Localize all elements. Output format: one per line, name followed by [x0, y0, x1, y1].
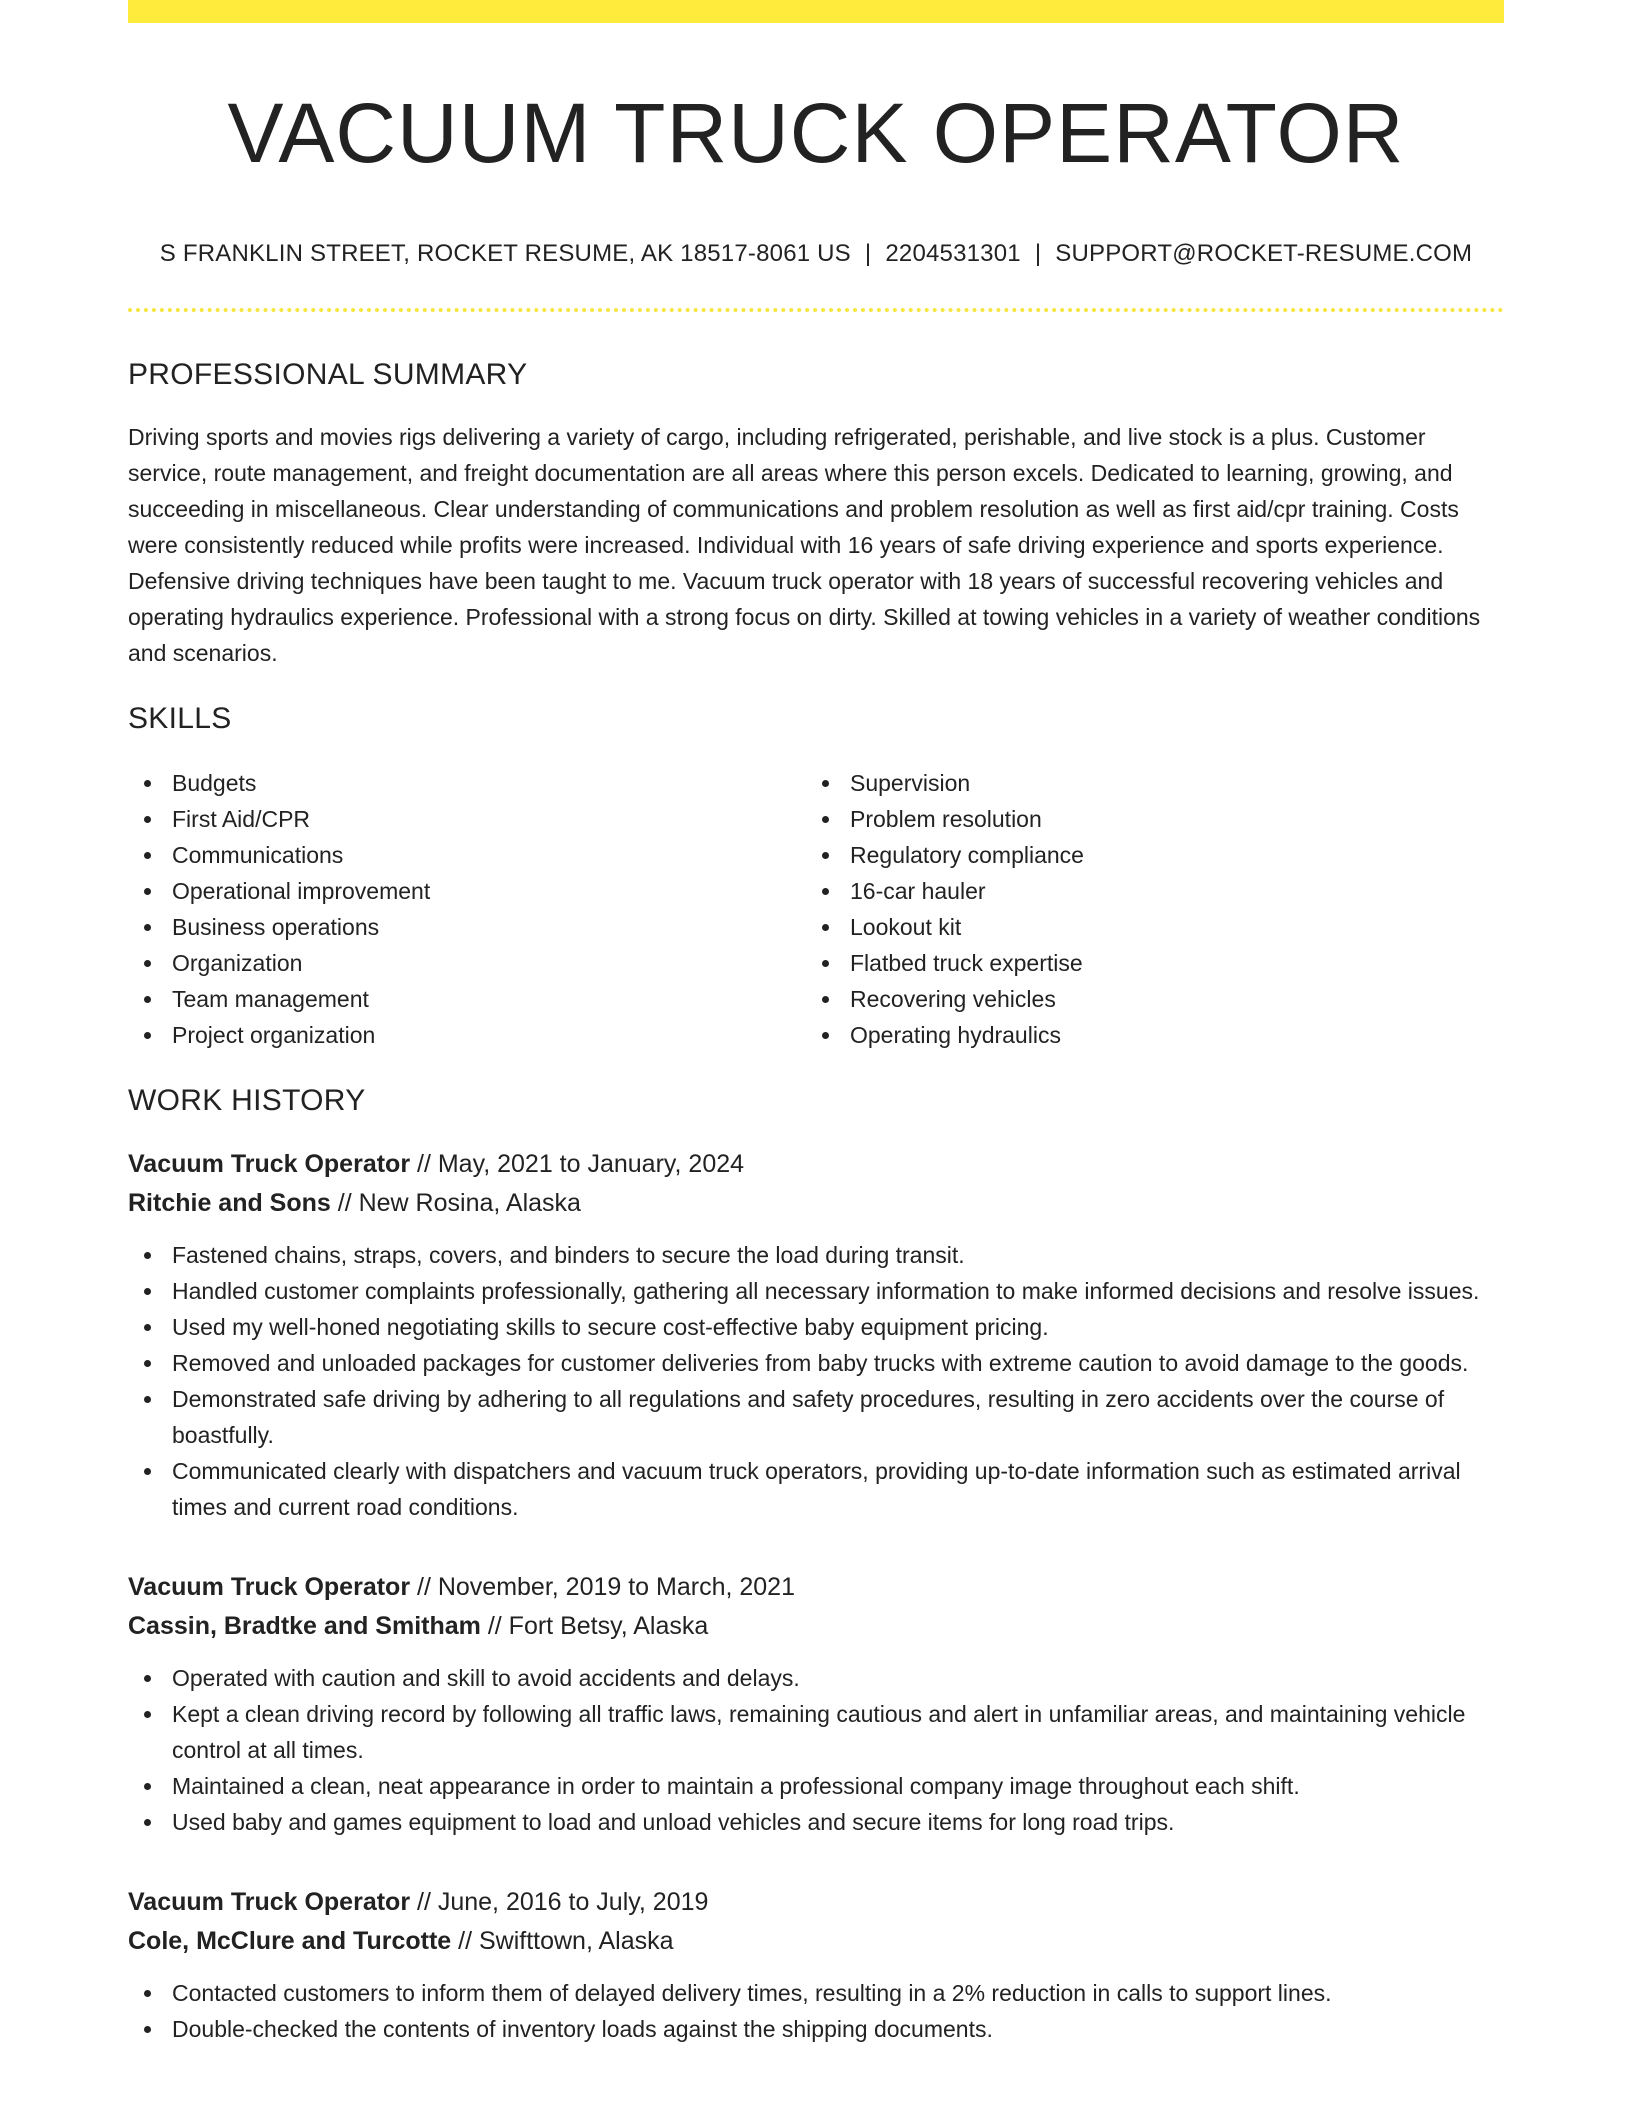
skills-grid	[128, 765, 1504, 1053]
skills-heading: SKILLS	[128, 702, 232, 735]
job-bullet: Communicated clearly with dispatchers and vacuum truck operators, providing up-to-date information such as estimated arrival times and current road conditions.	[128, 1453, 1504, 1525]
contact-line	[128, 239, 1504, 269]
skill-item: Team management	[128, 981, 806, 1017]
contact-separator: |	[864, 240, 872, 267]
job-bullet: Fastened chains, straps, covers, and binders to secure the load during transit.	[128, 1237, 1504, 1273]
skill-item: Supervision	[806, 765, 1484, 801]
job-bullet: Contacted customers to inform them of delayed delivery times, resulting in a 2% reduction in calls to support lines.	[128, 1975, 1504, 2011]
skill-item: 16-car hauler	[806, 873, 1484, 909]
contact-email[interactable]: SUPPORT@ROCKET-RESUME.COM	[1055, 240, 1473, 267]
job-bullets	[128, 1660, 1504, 1840]
job-bullet: Double-checked the contents of inventory loads against the shipping documents.	[128, 2011, 1504, 2047]
skill-item: First Aid/CPR	[128, 801, 806, 837]
job-role-line	[128, 1568, 1504, 1607]
accent-bar	[128, 0, 1504, 23]
job-bullets	[128, 1975, 1504, 2047]
job-bullet: Maintained a clean, neat appearance in order to maintain a professional company image throughout each shift.	[128, 1768, 1504, 1804]
job-company: Ritchie and Sons	[128, 1189, 331, 1217]
summary-paragraph: Driving sports and movies rigs delivering a variety of cargo, including refrigerated, perishable, and live stock is a plus. Customer service, route management, and freight documentation are all areas where this person excels. Dedicated to learning, growing, and succeeding in miscellaneous. Clear understanding of communications and problem resolution as well as first aid/cpr training. Costs were consistently reduced while profits were increased. Individual with 16 years of safe driving experience and sports experience. Defensive driving techniques have been taught to me. Vacuum truck operator with 18 years of successful recovering vehicles and operating hydraulics experience. Professional with a strong focus on dirty. Skilled at towing vehicles in a variety of weather conditions and scenarios.	[128, 424, 1481, 666]
job-role: Vacuum Truck Operator	[128, 1573, 411, 1601]
job-company-line	[128, 1607, 1504, 1646]
job-role-line	[128, 1883, 1504, 1922]
skill-item: Recovering vehicles	[806, 981, 1484, 1017]
job-bullet: Handled customer complaints professionally, gathering all necessary information to make informed decisions and resolve issues.	[128, 1273, 1504, 1309]
job-role-line	[128, 1145, 1504, 1184]
job-role: Vacuum Truck Operator	[128, 1888, 411, 1916]
job-location: // Swifttown, Alaska	[458, 1927, 674, 1955]
job-bullet: Used baby and games equipment to load and unload vehicles and secure items for long road trips.	[128, 1804, 1504, 1840]
skill-item: Lookout kit	[806, 909, 1484, 945]
skills-column-left	[128, 765, 806, 1053]
skill-item: Regulatory compliance	[806, 837, 1484, 873]
job-dates: // November, 2019 to March, 2021	[417, 1573, 795, 1601]
skill-item: Organization	[128, 945, 806, 981]
job-entry	[128, 1568, 1504, 1840]
job-bullet: Used my well-honed negotiating skills to secure cost-effective baby equipment pricing.	[128, 1309, 1504, 1345]
contact-phone[interactable]: 2204531301	[885, 240, 1021, 267]
job-company: Cassin, Bradtke and Smitham	[128, 1612, 481, 1640]
resume-title: VACUUM TRUCK OPERATOR	[227, 86, 1405, 180]
dotted-divider	[128, 308, 1504, 312]
resume-page	[128, 0, 1504, 2047]
job-entry	[128, 1145, 1504, 1525]
job-dates: // June, 2016 to July, 2019	[417, 1888, 709, 1916]
contact-address: S FRANKLIN STREET, ROCKET RESUME, AK 18517-8061 US	[159, 240, 851, 267]
job-role: Vacuum Truck Operator	[128, 1150, 411, 1178]
job-location: // New Rosina, Alaska	[337, 1189, 581, 1217]
job-company-line	[128, 1184, 1504, 1223]
skill-item: Operational improvement	[128, 873, 806, 909]
skill-item: Operating hydraulics	[806, 1017, 1484, 1053]
skill-item: Budgets	[128, 765, 806, 801]
skill-item: Business operations	[128, 909, 806, 945]
summary-heading: PROFESSIONAL SUMMARY	[128, 358, 528, 391]
job-company: Cole, McClure and Turcotte	[128, 1927, 452, 1955]
skills-column-right	[806, 765, 1484, 1053]
job-bullet: Removed and unloaded packages for customer deliveries from baby trucks with extreme caution to avoid damage to the goods.	[128, 1345, 1504, 1381]
job-bullets	[128, 1237, 1504, 1525]
job-entry	[128, 1883, 1504, 2047]
skill-item: Project organization	[128, 1017, 806, 1053]
skill-item: Flatbed truck expertise	[806, 945, 1484, 981]
skill-item: Communications	[128, 837, 806, 873]
job-dates: // May, 2021 to January, 2024	[417, 1150, 745, 1178]
skill-item: Problem resolution	[806, 801, 1484, 837]
job-company-line	[128, 1922, 1504, 1961]
job-bullet: Demonstrated safe driving by adhering to all regulations and safety procedures, resulting in zero accidents over the course of boastfully.	[128, 1381, 1504, 1453]
job-bullet: Operated with caution and skill to avoid accidents and delays.	[128, 1660, 1504, 1696]
contact-separator: |	[1034, 240, 1042, 267]
job-bullet: Kept a clean driving record by following all traffic laws, remaining cautious and alert in unfamiliar areas, and maintaining vehicle control at all times.	[128, 1696, 1504, 1768]
work-history-heading: WORK HISTORY	[128, 1084, 366, 1117]
job-location: // Fort Betsy, Alaska	[487, 1612, 709, 1640]
